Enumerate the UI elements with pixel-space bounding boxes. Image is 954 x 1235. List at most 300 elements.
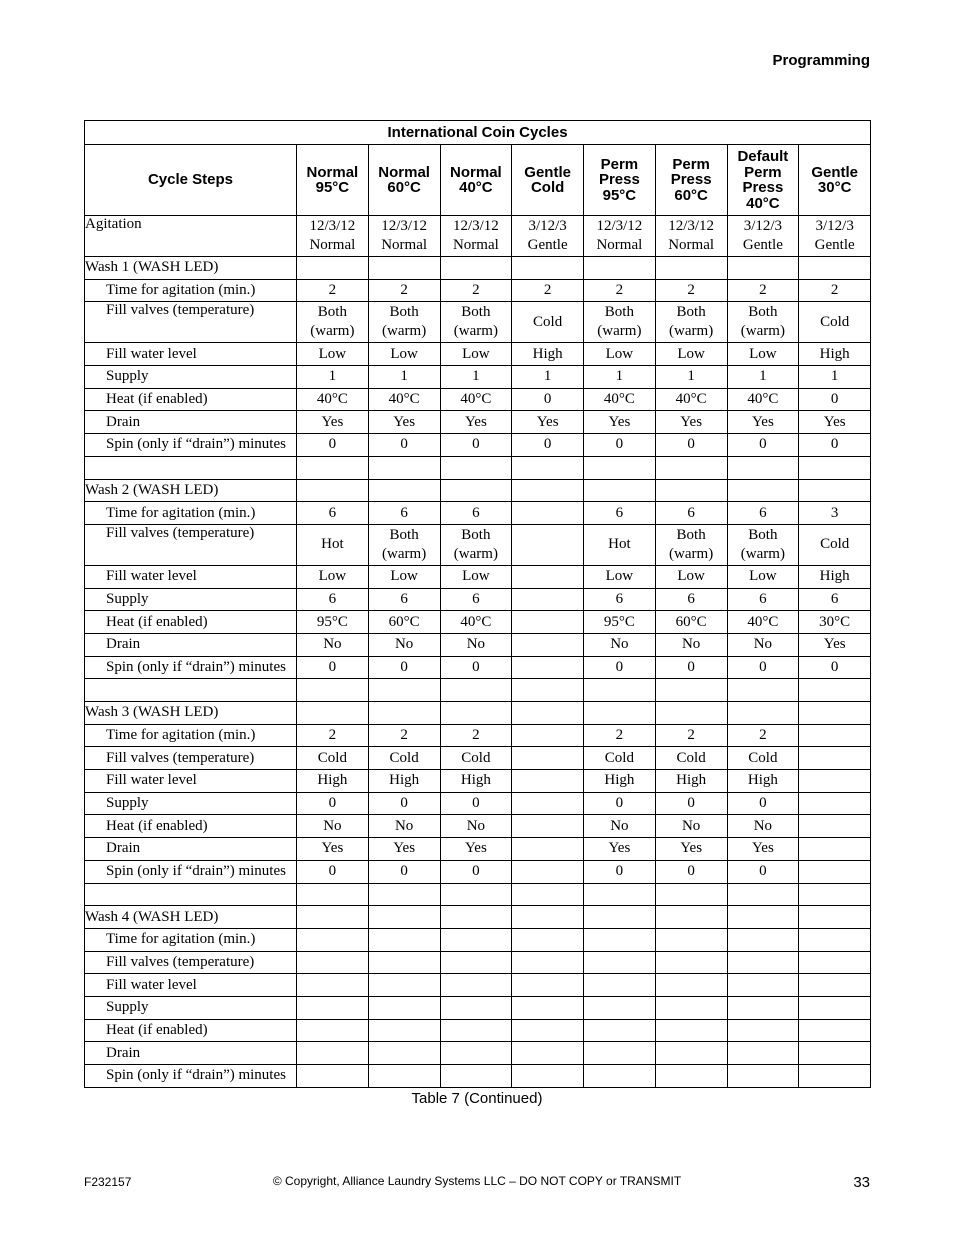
table-cell	[799, 1042, 871, 1065]
column-header: Normal 95°C	[297, 145, 369, 216]
table-cell	[440, 257, 512, 280]
table-cell: Low	[440, 343, 512, 366]
table-row	[85, 951, 871, 974]
copyright-notice: © Copyright, Alliance Laundry Systems LLC – DO NOT COPY or TRANSMIT	[272, 1174, 682, 1188]
table-cell	[512, 792, 584, 815]
table-cell: 0	[440, 656, 512, 679]
table-cell: Both (warm)	[727, 524, 799, 565]
row-label: Spin (only if “drain”) minutes	[85, 1065, 297, 1088]
table-cell: Yes	[584, 411, 656, 434]
row-label: Time for agitation (min.)	[85, 279, 297, 302]
table-cell: No	[368, 633, 440, 656]
table-cell	[440, 456, 512, 479]
table-cell: 3/12/3 Gentle	[799, 216, 871, 257]
table-cell	[297, 456, 369, 479]
row-label: Heat (if enabled)	[85, 1019, 297, 1042]
table-cell: Low	[368, 565, 440, 588]
table-cell	[799, 883, 871, 906]
table-cell: 0	[297, 792, 369, 815]
column-header: Perm Press 95°C	[584, 145, 656, 216]
row-label: Wash 4 (WASH LED)	[85, 906, 297, 929]
table-row	[85, 565, 871, 588]
table-cell: Yes	[727, 838, 799, 861]
table-cell: 6	[440, 502, 512, 525]
table-cell	[727, 996, 799, 1019]
table-cell: 0	[799, 388, 871, 411]
table-cell: No	[584, 633, 656, 656]
table-cell: Low	[297, 565, 369, 588]
table-cell	[512, 502, 584, 525]
table-row	[85, 257, 871, 280]
table-cell	[440, 951, 512, 974]
table-cell	[655, 951, 727, 974]
table-cell	[297, 1065, 369, 1088]
table-cell	[727, 702, 799, 725]
table-cell	[584, 928, 656, 951]
table-cell	[799, 724, 871, 747]
table-cell	[512, 257, 584, 280]
table-cell: High	[297, 770, 369, 793]
table-cell	[440, 1019, 512, 1042]
table-cell: 0	[655, 434, 727, 457]
table-cell	[584, 679, 656, 702]
table-cell	[799, 996, 871, 1019]
table-cell: 0	[512, 388, 584, 411]
table-cell	[727, 679, 799, 702]
table-row	[85, 724, 871, 747]
table-row	[85, 770, 871, 793]
table-cell	[584, 702, 656, 725]
table-cell: 0	[297, 434, 369, 457]
row-label: Wash 3 (WASH LED)	[85, 702, 297, 725]
table-row	[85, 502, 871, 525]
row-label	[85, 679, 297, 702]
table-cell	[512, 838, 584, 861]
table-cell	[799, 815, 871, 838]
row-label: Heat (if enabled)	[85, 815, 297, 838]
table-row	[85, 456, 871, 479]
table-cell: 0	[655, 656, 727, 679]
row-label: Wash 2 (WASH LED)	[85, 479, 297, 502]
table-cell: Yes	[297, 411, 369, 434]
table-row	[85, 702, 871, 725]
row-label: Drain	[85, 633, 297, 656]
table-cell: 6	[297, 502, 369, 525]
table-cell	[512, 524, 584, 565]
table-cell	[655, 996, 727, 1019]
row-label: Wash 1 (WASH LED)	[85, 257, 297, 280]
table-cell	[799, 792, 871, 815]
table-cell	[368, 479, 440, 502]
table-cell: Cold	[512, 302, 584, 343]
table-cell: 40°C	[584, 388, 656, 411]
table-cell: Both (warm)	[655, 302, 727, 343]
row-label: Supply	[85, 588, 297, 611]
row-label: Drain	[85, 411, 297, 434]
table-cell: 1	[655, 366, 727, 389]
table-cell	[512, 656, 584, 679]
table-cell: Cold	[584, 747, 656, 770]
table-cell: 2	[368, 724, 440, 747]
table-row	[85, 928, 871, 951]
table-cell: Both (warm)	[440, 524, 512, 565]
row-label: Drain	[85, 838, 297, 861]
table-cell: 6	[799, 588, 871, 611]
table-cell	[368, 883, 440, 906]
row-label: Fill water level	[85, 974, 297, 997]
table-cell: Low	[440, 565, 512, 588]
table-row	[85, 656, 871, 679]
table-cell: 2	[440, 279, 512, 302]
table-cell: 6	[727, 588, 799, 611]
table-cell: 6	[584, 502, 656, 525]
table-cell: 2	[297, 279, 369, 302]
table-cell: Cold	[799, 302, 871, 343]
table-cell	[799, 479, 871, 502]
row-label: Spin (only if “drain”) minutes	[85, 434, 297, 457]
table-cell	[655, 974, 727, 997]
table-cell	[440, 1042, 512, 1065]
table-cell	[584, 479, 656, 502]
table-cell	[368, 1042, 440, 1065]
table-row	[85, 388, 871, 411]
row-label: Fill valves (temperature)	[85, 302, 297, 343]
table-cell	[799, 974, 871, 997]
table-cell: 12/3/12 Normal	[655, 216, 727, 257]
table-cell	[368, 1065, 440, 1088]
table-cell	[512, 479, 584, 502]
table-cell: 2	[655, 724, 727, 747]
table-cell: 0	[584, 860, 656, 883]
table-cell: 2	[297, 724, 369, 747]
section-header: Programming	[772, 52, 870, 69]
table-cell: 0	[799, 434, 871, 457]
table-cell	[512, 724, 584, 747]
table-cell	[799, 770, 871, 793]
table-cell	[368, 974, 440, 997]
table-cell: Hot	[297, 524, 369, 565]
table-cell	[727, 951, 799, 974]
column-header: Normal 60°C	[368, 145, 440, 216]
table-cell	[655, 456, 727, 479]
document-number: F232157	[84, 1175, 132, 1189]
row-label: Spin (only if “drain”) minutes	[85, 656, 297, 679]
table-cell	[512, 951, 584, 974]
table-cell: Both (warm)	[727, 302, 799, 343]
table-cell	[584, 974, 656, 997]
row-label: Fill valves (temperature)	[85, 524, 297, 565]
table-cell: Yes	[655, 411, 727, 434]
table-cell: Both (warm)	[584, 302, 656, 343]
row-label: Fill valves (temperature)	[85, 951, 297, 974]
table-cell	[368, 679, 440, 702]
table-cell: No	[655, 815, 727, 838]
table-cell: Both (warm)	[655, 524, 727, 565]
international-coin-cycles-table	[84, 120, 871, 1088]
table-cell	[297, 951, 369, 974]
table-cell: Low	[584, 565, 656, 588]
table-cell: 0	[368, 860, 440, 883]
table-cell: 0	[584, 656, 656, 679]
table-cell: Yes	[368, 838, 440, 861]
table-cell	[512, 611, 584, 634]
table-cell	[727, 1042, 799, 1065]
table-cell: High	[440, 770, 512, 793]
table-cell	[727, 456, 799, 479]
table-cell	[799, 747, 871, 770]
row-label: Time for agitation (min.)	[85, 724, 297, 747]
table-cell: No	[727, 633, 799, 656]
table-cell: No	[297, 633, 369, 656]
table-cell: 1	[297, 366, 369, 389]
table-cell: 0	[584, 434, 656, 457]
table-cell	[655, 257, 727, 280]
table-row	[85, 279, 871, 302]
table-cell	[655, 1019, 727, 1042]
table-cell: 12/3/12 Normal	[440, 216, 512, 257]
table-cell: 0	[584, 792, 656, 815]
table-cell	[440, 974, 512, 997]
table-cell	[655, 906, 727, 929]
table-row	[85, 860, 871, 883]
table-cell: Low	[655, 565, 727, 588]
table-cell: Both (warm)	[368, 524, 440, 565]
table-cell: Yes	[727, 411, 799, 434]
table-cell: 6	[655, 588, 727, 611]
row-label: Supply	[85, 792, 297, 815]
table-cell: High	[655, 770, 727, 793]
table-cell: 0	[440, 792, 512, 815]
table-cell	[297, 996, 369, 1019]
row-label: Fill water level	[85, 343, 297, 366]
table-cell	[727, 928, 799, 951]
table-cell	[584, 1019, 656, 1042]
table-cell	[584, 906, 656, 929]
column-header-row	[85, 145, 871, 216]
table-cell: 40°C	[440, 388, 512, 411]
table-cell: Low	[368, 343, 440, 366]
table-cell: Yes	[440, 838, 512, 861]
table-row	[85, 792, 871, 815]
table-cell	[584, 1042, 656, 1065]
column-header: Gentle Cold	[512, 145, 584, 216]
table-cell: 30°C	[799, 611, 871, 634]
table-cell	[584, 1065, 656, 1088]
page-number: 33	[853, 1174, 870, 1191]
table-cell	[799, 906, 871, 929]
row-label: Drain	[85, 1042, 297, 1065]
table-cell	[512, 702, 584, 725]
row-label: Supply	[85, 366, 297, 389]
table-row	[85, 343, 871, 366]
table-cell: High	[799, 565, 871, 588]
table-cell: 12/3/12 Normal	[297, 216, 369, 257]
table-cell	[727, 1019, 799, 1042]
table-cell: No	[584, 815, 656, 838]
table-cell	[297, 257, 369, 280]
table-cell: Low	[727, 565, 799, 588]
table-cell	[368, 456, 440, 479]
table-cell: Cold	[297, 747, 369, 770]
table-cell: High	[727, 770, 799, 793]
table-cell	[297, 1042, 369, 1065]
table-cell	[655, 928, 727, 951]
table-cell: High	[368, 770, 440, 793]
table-cell: Low	[727, 343, 799, 366]
table-cell	[297, 679, 369, 702]
column-header: Perm Press 60°C	[655, 145, 727, 216]
table-cell: Both (warm)	[297, 302, 369, 343]
table-cell	[368, 1019, 440, 1042]
table-row	[85, 411, 871, 434]
table-cell	[584, 456, 656, 479]
table-cell: 6	[584, 588, 656, 611]
table-cell: 3	[799, 502, 871, 525]
row-label: Time for agitation (min.)	[85, 928, 297, 951]
table-row	[85, 434, 871, 457]
table-cell	[440, 479, 512, 502]
table-cell: 2	[799, 279, 871, 302]
table-cell	[512, 996, 584, 1019]
row-label: Supply	[85, 996, 297, 1019]
table-cell: 0	[727, 792, 799, 815]
table-cell	[512, 860, 584, 883]
table-cell	[512, 747, 584, 770]
column-header-cycle-steps: Cycle Steps	[85, 145, 297, 216]
table-cell: 2	[655, 279, 727, 302]
table-cell	[512, 588, 584, 611]
table-cell	[512, 883, 584, 906]
table-cell: 0	[727, 860, 799, 883]
table-cell: No	[368, 815, 440, 838]
table-cell	[440, 1065, 512, 1088]
table-cell	[297, 974, 369, 997]
table-cell: Yes	[512, 411, 584, 434]
table-cell: 40°C	[368, 388, 440, 411]
table-row	[85, 1065, 871, 1088]
column-header: Normal 40°C	[440, 145, 512, 216]
table-cell	[368, 906, 440, 929]
table-cell	[368, 951, 440, 974]
table-row	[85, 815, 871, 838]
row-label: Fill valves (temperature)	[85, 747, 297, 770]
table-cell: Low	[584, 343, 656, 366]
table-cell: Hot	[584, 524, 656, 565]
row-label: Agitation	[85, 216, 297, 257]
table-cell: 40°C	[727, 388, 799, 411]
table-cell: Low	[297, 343, 369, 366]
table-row	[85, 679, 871, 702]
table-cell: 1	[440, 366, 512, 389]
table-cell: 1	[799, 366, 871, 389]
table-cell	[512, 633, 584, 656]
table-cell: 2	[584, 279, 656, 302]
table-cell: Both (warm)	[440, 302, 512, 343]
table-cell: Yes	[297, 838, 369, 861]
table-row	[85, 588, 871, 611]
table-cell: 40°C	[727, 611, 799, 634]
table-cell: Yes	[799, 411, 871, 434]
table-cell	[512, 1019, 584, 1042]
table-cell: No	[440, 815, 512, 838]
table-cell: 60°C	[655, 611, 727, 634]
table-cell	[440, 883, 512, 906]
table-cell	[512, 1065, 584, 1088]
row-label: Fill water level	[85, 565, 297, 588]
table-cell	[655, 679, 727, 702]
table-cell	[297, 928, 369, 951]
table-cell: Yes	[368, 411, 440, 434]
table-cell: 1	[368, 366, 440, 389]
table-row	[85, 974, 871, 997]
table-row	[85, 906, 871, 929]
table-cell	[655, 479, 727, 502]
table-cell	[727, 906, 799, 929]
table-cell: 0	[297, 860, 369, 883]
table-cell	[727, 1065, 799, 1088]
table-cell: Cold	[440, 747, 512, 770]
table-cell	[727, 883, 799, 906]
table-row	[85, 524, 871, 565]
table-cell	[655, 1065, 727, 1088]
table-cell: Cold	[799, 524, 871, 565]
table-row	[85, 479, 871, 502]
table-cell: 0	[440, 860, 512, 883]
table-cell	[512, 928, 584, 951]
table-cell	[440, 679, 512, 702]
table-cell: 3/12/3 Gentle	[727, 216, 799, 257]
table-cell: 6	[368, 588, 440, 611]
table-cell: Cold	[727, 747, 799, 770]
table-cell	[440, 996, 512, 1019]
table-cell	[512, 456, 584, 479]
table-row	[85, 302, 871, 343]
table-cell: Yes	[440, 411, 512, 434]
table-cell	[368, 928, 440, 951]
table-cell	[655, 883, 727, 906]
table-cell: 12/3/12 Normal	[584, 216, 656, 257]
table-cell: No	[440, 633, 512, 656]
table-cell	[799, 860, 871, 883]
table-cell: Both (warm)	[368, 302, 440, 343]
column-header: Gentle 30°C	[799, 145, 871, 216]
table-cell	[368, 702, 440, 725]
table-cell: 0	[727, 434, 799, 457]
table-cell: No	[297, 815, 369, 838]
table-cell	[799, 1019, 871, 1042]
row-label: Spin (only if “drain”) minutes	[85, 860, 297, 883]
table-cell: 0	[368, 656, 440, 679]
table-cell: 0	[440, 434, 512, 457]
table-cell: 0	[727, 656, 799, 679]
table-cell: 6	[727, 502, 799, 525]
table-cell: 12/3/12 Normal	[368, 216, 440, 257]
table-cell: 6	[297, 588, 369, 611]
table-cell: 1	[584, 366, 656, 389]
table-cell	[297, 479, 369, 502]
table-cell: 6	[368, 502, 440, 525]
table-cell: Yes	[584, 838, 656, 861]
table-cell: Yes	[655, 838, 727, 861]
row-label: Heat (if enabled)	[85, 611, 297, 634]
table-cell	[799, 702, 871, 725]
table-cell: 60°C	[368, 611, 440, 634]
table-cell: 1	[512, 366, 584, 389]
table-cell	[584, 257, 656, 280]
table-cell	[297, 906, 369, 929]
table-cell: 0	[655, 792, 727, 815]
table-cell: 2	[727, 279, 799, 302]
